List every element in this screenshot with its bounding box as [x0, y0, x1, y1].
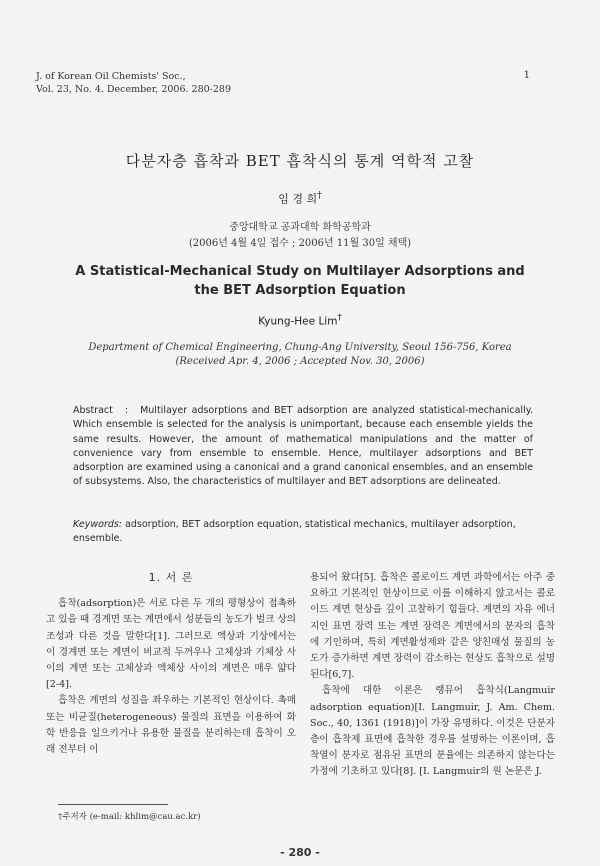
english-author-name: Kyung-Hee Lim [258, 315, 338, 328]
body-paragraph: 흡착은 계면의 성질을 좌우하는 기본적인 현상이다. 촉매 또는 비균질(heterogeneous) 물질의 표면을 이용하여 화학 반응을 일으키거나 유용한 물질을 분리하는데 흡착이 오래 전부터 이 [46, 695, 296, 756]
english-title-line-2: the BET Adsorption Equation [194, 283, 406, 298]
top-page-number: 1 [523, 70, 530, 81]
page-number-footer: - 280 - [280, 846, 320, 859]
section-heading-introduction: 1. 서 론 [148, 571, 194, 584]
korean-affiliation: 중앙대학교 공과대학 화학공학과 [229, 222, 371, 233]
keywords [73, 518, 533, 547]
abstract [73, 404, 533, 490]
english-title-line-1: A Statistical-Mechanical Study on Multilayer Adsorptions and [75, 264, 525, 279]
abstract-text: Multilayer adsorptions and BET adsorption are analyzed statistical-mechanically. Which ensemble is selected for the analysis is unimportant, because each ensemble yields the same results. However, the amount of mathematical manipulations and the matter of convenience vary from ensemble to ensemble. Hence, multilayer adsorptions and BET adsorption are examined using a canonical and a grand canonical ensembles, and an ensemble of subsystems. Also, the characteristics of multilayer and BET adsorptions are delineated. [73, 405, 533, 488]
abstract-label: Abstract [73, 405, 113, 416]
author-mark-en: † [337, 313, 342, 323]
author-mark: † [317, 190, 322, 201]
keywords-text: adsorption, BET adsorption equation, statistical mechanics, multilayer adsorption, ensemble. [73, 519, 516, 545]
english-title [40, 262, 560, 300]
keywords-label: Keywords: [73, 519, 123, 530]
received-accepted-line: (Received Apr. 4, 2006 ; Accepted Nov. 30, 2006) [175, 356, 425, 367]
english-author [0, 313, 600, 328]
korean-author-name: 임 경 희 [278, 192, 318, 206]
korean-title: 다분자층 흡착과 BET 흡착식의 통계 역학적 고찰 [125, 152, 475, 170]
korean-dates: (2006년 4월 4일 접수 ; 2006년 11월 30일 채택) [188, 238, 412, 249]
right-column [310, 570, 555, 781]
department-line: Department of Chemical Engineering, Chung-Ang University, Seoul 156-756, Korea [88, 342, 512, 353]
body-paragraph: 흡착에 대한 이론은 랭뮤어 흡착식(Langmuir adsorption equation)[I. Langmuir, J. Am. Chem. Soc., 40, 1361 (1918)]이 가장 유명하다. 이것은 단분자층이 흡착제 표면에 흡착한 경우를 설명하는 이론이며, 흡착열이 분자로 점유된 표면의 분율에는 의존하지 않는다는 가정에 기초하고 있다[8]. [I. Langmuir의 원 논문은 J. [310, 685, 555, 778]
journal-line-1: J. of Korean Oil Chemists' Soc., [36, 71, 186, 82]
body-paragraph: 흡착(adsorption)은 서로 다른 두 개의 평형상이 접촉하고 있을 때 경계면 또는 계면에서 성분들의 농도가 벌크 상의 조성과 다른 것을 말한다[1]. 그러므로 액상과 기상에서는 이 경계면 또는 계면이 비교적 두꺼우나 고체상과 기체상 사이의 계면 또는 고체상과 액체상 사이의 계면은 매우 얇다[2-4]. [46, 598, 296, 691]
journal-citation [36, 70, 231, 96]
body-paragraph: 용되어 왔다[5]. 흡착은 콜로이드 계면 과학에서는 아주 중요하고 기본적인 현상이므로 이를 이해하지 않고서는 콜로이드 계면 현상을 깊이 고찰하기 힘들다. 계면의 자유 에너지인 표면 장력 또는 계면 장력은 계면에서의 분자의 흡착에 기인하며, 특히 계면활성제와 같은 양친매성 물질의 농도가 증가하면 계면 장력이 감소하는 현상도 흡착으로 설명된다[6,7]. [310, 572, 555, 681]
footnote-divider [58, 804, 168, 805]
corresponding-author-footnote: †주저자 (e-mail: khlim@cau.ac.kr) [58, 812, 201, 822]
korean-author [0, 190, 600, 207]
english-affiliation [60, 341, 540, 369]
journal-line-2: Vol. 23, No. 4. December, 2006. 280-289 [36, 84, 232, 95]
left-column [46, 570, 296, 758]
abstract-colon: : [124, 405, 129, 416]
